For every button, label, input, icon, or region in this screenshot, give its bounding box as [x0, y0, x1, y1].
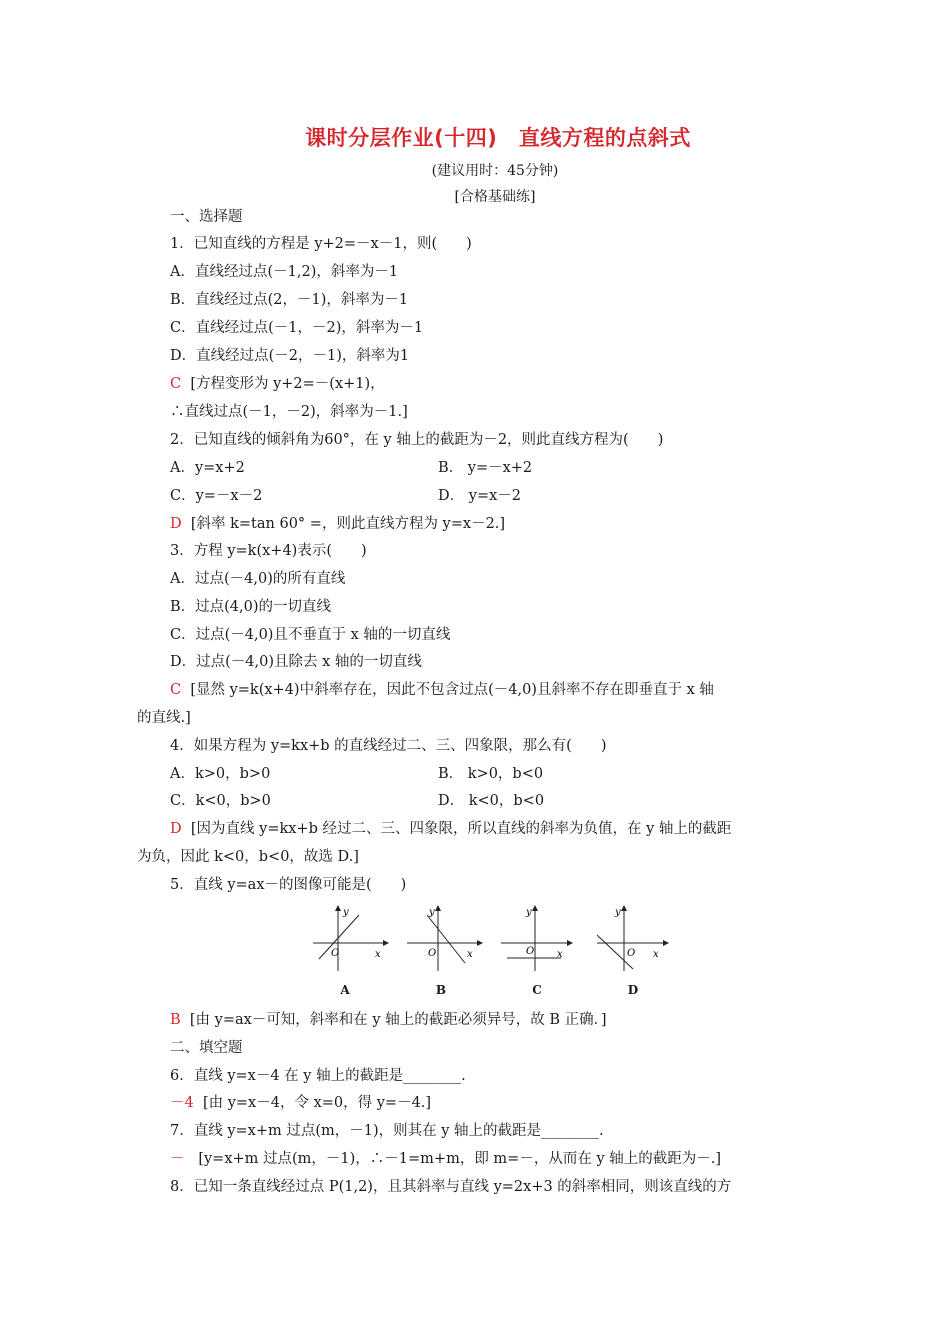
q6-answer: －4 — [170, 1095, 194, 1111]
q2-solution-text: [斜率 k=tan 60° =，则此直线方程为 y=x－2.] — [190, 516, 506, 532]
figure-label-c: C — [532, 983, 542, 997]
q2-option-b: B． y=－x+2 — [438, 460, 533, 476]
q5-solution-text: [由 y=ax－可知，斜率和在 y 轴上的截距必须异号，故 B 正确．] — [189, 1012, 607, 1028]
q1-stem: 1．已知直线的方程是 y+2=－x－1，则( ) — [170, 236, 472, 252]
y-axis-label: y — [526, 907, 532, 918]
q1-solution — [170, 374, 385, 394]
x-axis-label: x — [653, 949, 659, 960]
q4-option-d: D． k<0，b<0 — [438, 793, 545, 809]
q2-solution — [170, 514, 505, 534]
q3-solution-line2: 的直线.] — [137, 710, 191, 726]
x-axis-label: x — [557, 949, 563, 960]
q3-solution-text: [显然 y=k(x+4)中斜率存在，因此不包含过点(－4,0)且斜率不存在即垂直于 x 轴 — [190, 682, 714, 698]
q5-figure-b — [401, 905, 481, 1005]
q3-stem: 3．方程 y=k(x+4)表示( ) — [170, 543, 367, 559]
y-axis-label: y — [429, 907, 435, 918]
q3-option-c: C．过点(－4,0)且不垂直于 x 轴的一切直线 — [170, 627, 451, 643]
q4-stem: 4．如果方程为 y=kx+b 的直线经过二、三、四象限，那么有( ) — [170, 738, 607, 754]
q4-option-c: C．k<0，b>0 — [170, 793, 271, 809]
page-title: 课时分层作业(十四) 直线方程的点斜式 — [305, 126, 691, 150]
q1-solution-line2: ∴直线过点(－1，－2)，斜率为－1.] — [170, 404, 408, 420]
graph-c — [497, 905, 577, 975]
q2-answer: D — [170, 516, 182, 532]
q5-figure-c — [497, 905, 577, 1005]
q1-option-c: C．直线经过点(－1，－2)，斜率为－1 — [170, 320, 424, 336]
section-fill: 二、填空题 — [170, 1040, 243, 1056]
q8-stem: 8．已知一条直线经过点 P(1,2)，且其斜率与直线 y=2x+3 的斜率相同，则该直线的方 — [170, 1179, 732, 1195]
time-suggestion: (建议用时：45分钟) — [431, 163, 559, 179]
q7-answer: － — [170, 1151, 185, 1167]
origin-label: O — [428, 948, 437, 959]
q3-solution — [170, 680, 714, 700]
q3-option-b: B．过点(4,0)的一切直线 — [170, 599, 332, 615]
q5-figure-a — [305, 905, 385, 1005]
q4-solution — [170, 819, 731, 839]
q4-solution-line2: 为负，因此 k<0，b<0，故选 D.] — [137, 849, 359, 865]
y-axis-label: y — [343, 907, 349, 918]
level-heading: [合格基础练] — [454, 189, 536, 205]
figure-label-a: A — [340, 983, 350, 997]
q5-solution — [170, 1010, 607, 1030]
q2-option-d: D． y=x－2 — [438, 488, 521, 504]
q5-answer: B — [170, 1012, 181, 1028]
q7-stem: 7．直线 y=x+m 过点(m，－1)，则其在 y 轴上的截距是________. — [170, 1123, 604, 1139]
q4-option-b: B． k>0，b<0 — [438, 766, 544, 782]
x-axis-label: x — [467, 949, 473, 960]
q7-solution-text: [y=x+m 过点(m，－1)，∴－1=m+m，即 m=－，从而在 y 轴上的截距为－.] — [198, 1151, 722, 1167]
q4-solution-text: [因为直线 y=kx+b 经过二、三、四象限，所以直线的斜率为负值，在 y 轴上的截距 — [190, 821, 732, 837]
y-axis-label: y — [615, 907, 621, 918]
q5-stem: 5．直线 y=ax－的图像可能是( ) — [170, 877, 407, 893]
q1-option-a: A．直线经过点(－1,2)，斜率为－1 — [170, 264, 399, 280]
q5-figure-d — [593, 905, 673, 1005]
graph-d — [593, 905, 673, 975]
graph-a — [305, 905, 385, 975]
q3-option-d: D．过点(－4,0)且除去 x 轴的一切直线 — [170, 654, 422, 670]
origin-label: O — [331, 948, 340, 959]
q2-stem: 2．已知直线的倾斜角为60°，在 y 轴上的截距为－2，则此直线方程为( ) — [170, 432, 664, 448]
x-axis-label: x — [375, 949, 381, 960]
figure-label-b: B — [435, 983, 447, 997]
q1-option-b: B．直线经过点(2，－1)，斜率为－1 — [170, 292, 409, 308]
section-choice: 一、选择题 — [170, 209, 243, 225]
figure-label-d: D — [627, 983, 639, 997]
q1-option-d: D．直线经过点(－2，－1)，斜率为1 — [170, 348, 410, 364]
q4-option-a: A．k>0，b>0 — [170, 766, 271, 782]
q1-answer: C — [170, 376, 182, 392]
q2-option-c: C．y=－x－2 — [170, 488, 263, 504]
q7-solution — [170, 1149, 721, 1169]
q6-stem: 6．直线 y=x－4 在 y 轴上的截距是________. — [170, 1068, 466, 1084]
q3-answer: C — [170, 682, 182, 698]
q6-solution — [170, 1093, 431, 1113]
q4-answer: D — [170, 821, 182, 837]
q6-solution-text: [由 y=x－4，令 x=0，得 y=－4.] — [202, 1095, 432, 1111]
q3-option-a: A．过点(－4,0)的所有直线 — [170, 571, 346, 587]
graph-b — [401, 905, 481, 975]
origin-label: O — [627, 948, 636, 959]
q1-solution-text: [方程变形为 y+2=－(x+1)， — [190, 376, 385, 392]
origin-label: O — [526, 946, 535, 957]
q2-option-a: A．y=x+2 — [170, 460, 245, 476]
